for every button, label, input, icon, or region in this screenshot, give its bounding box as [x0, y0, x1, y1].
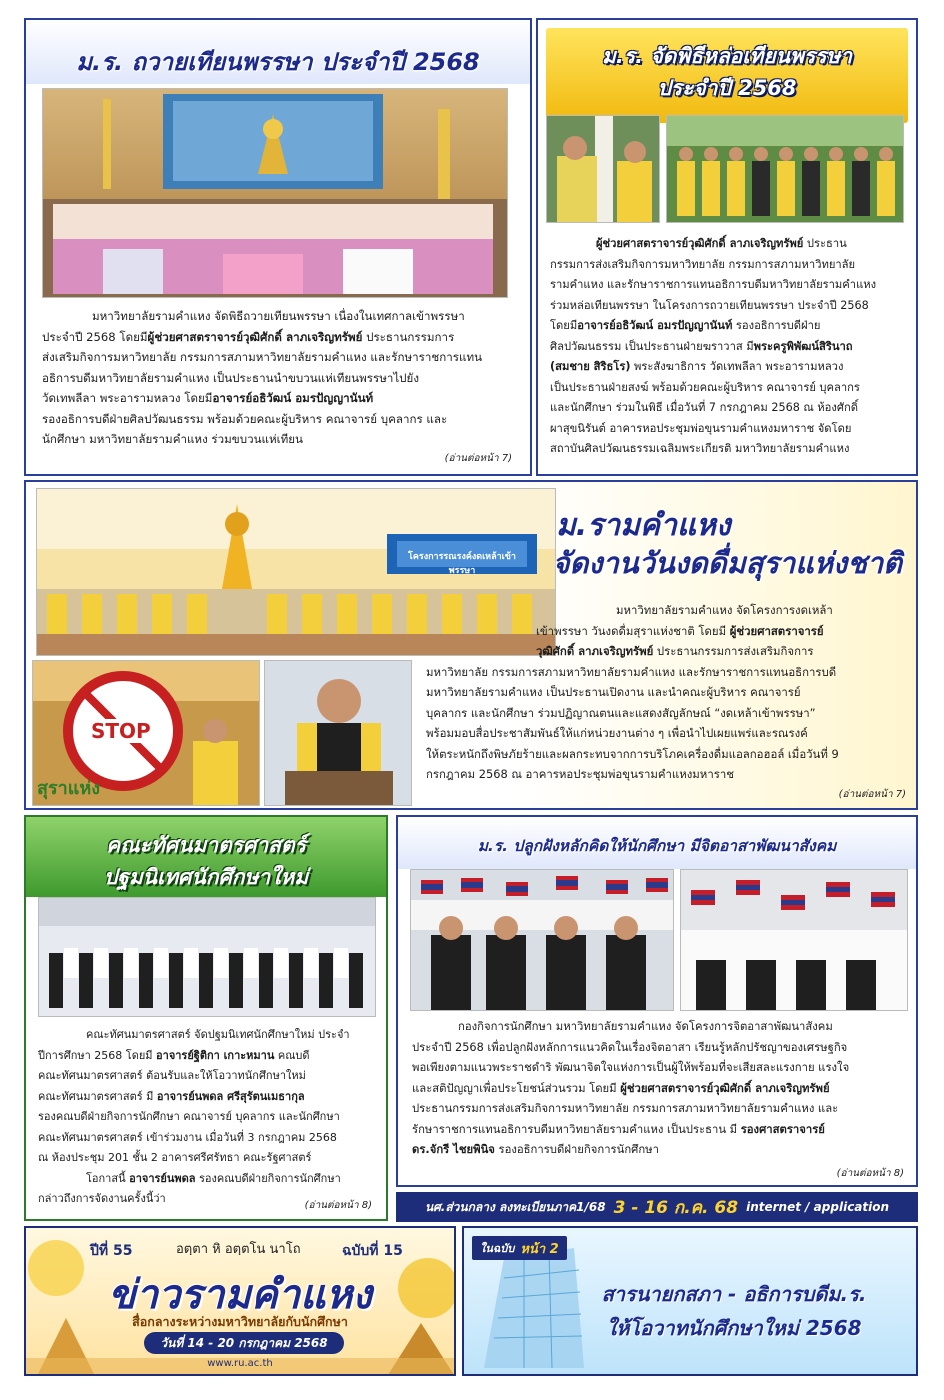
article2-body — [550, 234, 910, 460]
text: รองอธิการบดีฝ่าย — [732, 319, 821, 332]
masthead-date: วันที่ 14 - 20 กรกฎาคม 2568 — [144, 1332, 344, 1354]
article1-line — [42, 327, 512, 348]
article1-photo-temple-group — [42, 88, 508, 298]
masthead-issue: ฉบับที่ 15 — [342, 1243, 403, 1259]
article1-title: ม.ร. ถวายเทียนพรรษา ประจำปี 2568 — [76, 48, 480, 76]
article3-body — [426, 600, 906, 785]
article5-photo-flags-right — [680, 869, 908, 1011]
text: ประจำปี 2568 โดยมี — [42, 329, 148, 344]
article1-line: อธิการบดีมหาวิทยาลัยรามคำแหง เป็นประธานนำขบวนแห่เทียนพรรษาไปยัง — [42, 370, 420, 385]
article5-line — [412, 1079, 908, 1100]
article4-continue-link[interactable]: (อ่านต่อหน้า 8) — [304, 1200, 372, 1211]
article3-title-line1: ม.รามคำแหง — [556, 508, 731, 543]
text: และสติปัญญาเพื่อประโยชน์ส่วนรวม โดยมี — [412, 1081, 621, 1095]
article2-line — [550, 234, 910, 255]
text: โอกาสนี้ — [86, 1171, 130, 1185]
person-title: รองศาสตราจารย์ — [740, 1122, 825, 1136]
person-name: อาจารย์นพดล ศรีสุรัตนเมธากุล — [156, 1089, 305, 1103]
article2-line: เป็นประธานฝ่ายสงฆ์ พร้อมด้วยคณะผู้บริหาร คณาจารย์ บุคลากร — [550, 380, 860, 394]
article5-line: พอเพียงตามแนวพระราชดำริ พัฒนาจิตใจแห่งการเป็นผู้ให้พร้อมที่จะเสียสละแรงกาย แรงใจ — [412, 1061, 850, 1074]
article1-line: มหาวิทยาลัยรามคำแหง จัดพิธีถวายเทียนพรรษา เนื่องในเทศกาลเข้าพรรษา — [92, 309, 465, 323]
article4-title-line2: ปฐมนิเทศนักศึกษาใหม่ — [103, 865, 309, 889]
article5-line — [412, 1120, 908, 1141]
article3-line — [426, 621, 906, 642]
article1-line — [42, 388, 512, 409]
article4-body — [38, 1025, 380, 1210]
article2-line — [550, 337, 910, 358]
stop-sign-label: STOP — [91, 719, 151, 743]
person-title: ผู้ช่วยศาสตราจารย์ — [729, 623, 824, 638]
text: โดยมี — [550, 319, 578, 332]
inside-label-text: ในฉบับ — [480, 1242, 515, 1255]
article2-photo-casting — [546, 115, 660, 223]
article4-line — [38, 1087, 380, 1108]
flag-waving-image-right — [681, 870, 908, 1011]
person-name: ดร.จักรี ไชยพินิจ — [412, 1143, 495, 1156]
person-name: อาจารย์อธิวัฒน์ อมรปัญญานันท์ — [212, 391, 374, 405]
article3-line: กรกฎาคม 2568 ณ อาคารหอประชุมพ่อขุนรามคำแหงมหาราช — [426, 767, 734, 781]
article4-line: คณะทัศนมาตรศาสตร์ ต้อนรับและให้โอวาทนักศึกษาใหม่ — [38, 1069, 306, 1082]
article2-line — [550, 316, 910, 337]
article5-line: กองกิจการนักศึกษา มหาวิทยาลัยรามคำแหง จัดโครงการจิตอาสาพัฒนาสังคม — [458, 1020, 833, 1033]
article2-line: สถาบันศิลปวัฒนธรรมเฉลิมพระเกียรติ มหาวิทยาลัยรามคำแหง — [550, 442, 850, 455]
text: พระสังฆาธิการ วัดเทพลีลา พระอารามหลวง — [630, 360, 844, 373]
temple-scene-image — [43, 89, 508, 298]
article5-body — [412, 1017, 908, 1161]
article-candle-offering — [24, 18, 532, 476]
masthead-tagline: สื่อกลางระหว่างมหาวิทยาลัยกับนักศึกษา — [132, 1314, 348, 1329]
registration-channels: internet / application — [746, 1200, 890, 1214]
article4-line: คณะทัศนมาตรศาสตร์ จัดปฐมนิเทศนักศึกษาใหม่ ประจำ — [86, 1028, 350, 1041]
text: วัดเทพลีลา พระอารามหลวง โดยมี — [42, 391, 213, 405]
article1-body — [42, 306, 512, 450]
masthead-website[interactable]: www.ru.ac.th — [207, 1358, 273, 1369]
article3-line: มหาวิทยาลัย กรรมการสภามหาวิทยาลัยรามคำแหง และรักษาราชการแทนอธิการบดี — [426, 664, 837, 679]
article1-line: นักศึกษา มหาวิทยาลัยรามคำแหง ร่วมขบวนแห่เทียน — [42, 432, 303, 446]
person-name: อาจารย์ฐิติกา เกาะหมาน — [156, 1048, 275, 1062]
article3-title-line2: จัดงานวันงดดื่มสุราแห่งชาติ — [552, 546, 902, 580]
article4-title-line1: คณะทัศนมาตรศาสตร์ — [106, 833, 306, 857]
masthead-year: ปีที่ 55 — [90, 1243, 133, 1259]
article5-title: ม.ร. ปลูกฝังหลักคิดให้นักศึกษา มีจิตอาสาพัฒนาสังคม — [477, 837, 837, 855]
article2-line: รามคำแหง และรักษาราชการแทนอธิการบดีมหาวิทยาลัยรามคำแหง — [550, 278, 877, 291]
article3-line — [426, 641, 906, 662]
article4-line: กล่าวถึงการจัดงานครั้งนี้ว่า — [38, 1192, 166, 1205]
article2-line: กรรมการส่งเสริมกิจการมหาวิทยาลัย กรรมการสภามหาวิทยาลัย — [550, 257, 856, 271]
article2-line: ผาสุขนิรันต์ อาคารหอประชุมพ่อขุนรามคำแหงมหาราช จัดโดย — [550, 421, 852, 435]
group-photo-image — [667, 116, 904, 223]
masthead-motto: อตฺตา หิ อตฺตโน นาโถ — [176, 1242, 301, 1257]
casting-scene-image — [547, 116, 660, 223]
article5-photo-flags-left — [410, 869, 674, 1011]
article1-continue-link[interactable]: (อ่านต่อหน้า 7) — [444, 453, 512, 464]
inside-label — [472, 1236, 567, 1260]
students-group-image — [39, 898, 376, 1017]
masthead — [24, 1226, 456, 1376]
article4-line — [38, 1046, 380, 1067]
text: ประธานกรรมการส่งเสริมกิจการ — [653, 644, 814, 658]
article2-line: ร่วมหล่อเทียนพรรษา ในโครงการถวายเทียนพรรษา ประจำปี 2568 — [550, 298, 869, 312]
text: รักษาราชการแทนอธิการบดีมหาวิทยาลัยรามคำแหง เป็นประธาน มี — [412, 1122, 741, 1136]
crowd — [53, 204, 493, 294]
text: ปีการศึกษา 2568 โดยมี — [38, 1048, 157, 1062]
article2-line: และนักศึกษา ร่วมในพิธี เมื่อวันที่ 7 กรกฎาคม 2568 ณ ห้องศักดิ์ — [550, 401, 858, 414]
article5-line: ประจำปี 2568 เพื่อปลูกฝังหลักการแนวคิดในเรื่องจิตอาสา เรียนรู้หลักปรัชญาของเศรษฐกิจ — [412, 1040, 848, 1054]
article2-title-line2: ประจำปี 2568 — [657, 76, 797, 100]
article2-title-line1: ม.ร. จัดพิธีหล่อเทียนพรรษา — [601, 44, 853, 68]
article4-line: รองคณบดีฝ่ายกิจการนักศึกษา คณาจารย์ บุคลากร และนักศึกษา — [38, 1110, 340, 1123]
registration-dates: 3 - 16 ก.ค. 68 — [613, 1197, 739, 1218]
text: คณะทัศนมาตรศาสตร์ มี — [38, 1089, 157, 1103]
text: ประธาน — [803, 237, 847, 250]
stop-sign-caption: สุราแห่ง — [37, 778, 101, 799]
person-name: พระครูพิพัฒน์สิรินาถ — [753, 339, 853, 353]
person-name: วุฒิศักดิ์ ลาภเจริญทรัพย์ — [536, 644, 654, 658]
article2-line — [550, 357, 910, 378]
person-name: ผู้ช่วยศาสตราจารย์วุฒิศักดิ์ ลาภเจริญทรัพย์ — [596, 237, 804, 250]
article5-line — [412, 1140, 908, 1161]
article-candle-casting — [536, 18, 918, 476]
article5-continue-link[interactable]: (อ่านต่อหน้า 8) — [836, 1168, 904, 1179]
article3-photo-speaker — [264, 660, 412, 806]
article5-line: ประธานกรรมการส่งเสริมกิจการมหาวิทยาลัย กรรมการสภามหาวิทยาลัยรามคำแหง และ — [412, 1102, 839, 1115]
flag-waving-image-left — [411, 870, 674, 1011]
speaker-scene-image — [265, 661, 412, 806]
registration-pre-text: นศ.ส่วนกลาง ลงทะเบียนภาค1/68 — [424, 1199, 606, 1214]
stage-banner-text: โครงการรณรงค์งดเหล้าเข้าพรรษา — [408, 552, 516, 576]
article-optometry-orientation — [24, 815, 388, 1221]
article-no-alcohol-day — [24, 480, 918, 810]
article1-line: รองอธิการบดีฝ่ายศิลปวัฒนธรรม พร้อมด้วยคณะผู้บริหาร คณาจารย์ บุคลากร และ — [42, 411, 448, 426]
article3-line: มหาวิทยาลัยรามคำแหง เป็นประธานเปิดงาน และนำคณะผู้บริหาร คณาจารย์ — [426, 685, 801, 699]
text: ศิลปวัฒนธรรม เป็นประธานฝ่ายฆราวาส มี — [550, 339, 754, 353]
article3-line: พร้อมมอบสื่อประชาสัมพันธ์ให้แก่หน่วยงานต่าง ๆ เพื่อนำไปเผยแพร่และรณรงค์ — [426, 726, 808, 740]
text: รองอธิการบดีฝ่ายกิจการนักศึกษา — [494, 1143, 659, 1156]
article3-line: ให้ตระหนักถึงพิษภัยร้ายและผลกระทบจากการบริโภคเครื่องดื่มแอลกอฮอล์ เมื่อวันที่ 9 — [426, 746, 839, 761]
article3-line: บุคลากร และนักศึกษา ร่วมปฏิญาณตนและแสดงสัญลักษณ์ “งดเหล้าเข้าพรรษา” — [426, 705, 816, 720]
person-name: ผู้ช่วยศาสตราจารย์วุฒิศักดิ์ ลาภเจริญทรัพย์ — [147, 329, 363, 344]
text: ประธานกรรมการ — [362, 329, 455, 344]
text: รองคณบดีฝ่ายกิจการนักศึกษา — [195, 1171, 341, 1185]
inside-this-issue — [462, 1226, 918, 1376]
article1-line: ส่งเสริมกิจการมหาวิทยาลัย กรรมการสภามหาวิทยาลัยรามคำแหง และรักษาราชการแทน — [42, 350, 483, 364]
person-name: อาจารย์นพดล — [129, 1171, 196, 1185]
article2-photo-group — [666, 115, 904, 223]
article4-photo-students — [38, 897, 376, 1017]
registration-banner — [396, 1192, 918, 1222]
text: คณบดี — [274, 1048, 310, 1062]
inside-page-number[interactable]: หน้า 2 — [520, 1241, 559, 1257]
article4-line — [38, 1169, 380, 1190]
article3-photo-stop-sign — [32, 660, 260, 806]
article4-line: คณะทัศนมาตรศาสตร์ เข้าร่วมงาน เมื่อวันที่ 3 กรกฎาคม 2568 — [38, 1130, 337, 1144]
article4-line: ณ ห้องประชุม 201 ชั้น 2 อาคารศรีศรัทธา คณะรัฐศาสตร์ — [38, 1151, 312, 1164]
person-name: (สมชาย สิริธโร) — [550, 360, 631, 373]
person-name: อาจารย์อธิวัฒน์ อมรปัญญานันท์ — [577, 319, 733, 332]
text: เข้าพรรษา วันงดดื่มสุราแห่งชาติ โดยมี — [536, 623, 730, 638]
inside-headline-1[interactable]: สารนายกสภา - อธิการบดีม.ร. — [601, 1282, 867, 1306]
article-volunteer-program — [396, 815, 918, 1187]
article3-continue-link[interactable]: (อ่านต่อหน้า 7) — [838, 789, 906, 800]
inside-headline-2[interactable]: ให้โอวาทนักศึกษาใหม่ 2568 — [606, 1316, 862, 1340]
masthead-name: ข่าวรามคำแหง — [108, 1272, 372, 1318]
person-name: ผู้ช่วยศาสตราจารย์วุฒิศักดิ์ ลาภเจริญทรัพย์ — [620, 1081, 830, 1095]
article3-line: มหาวิทยาลัยรามคำแหง จัดโครงการงดเหล้า — [616, 603, 833, 617]
